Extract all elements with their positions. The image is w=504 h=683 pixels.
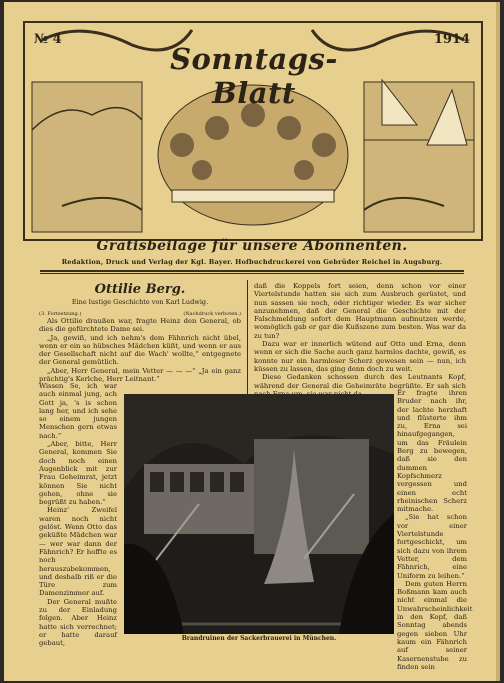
story-title: Ottilie Berg.: [94, 282, 186, 297]
paragraph: Dazu war er innerlich wütend auf Otto und Erna, denn wenn er sich die Sache auch ganz harmlos dachte, gewiß, es konnte nur ein harmloser Scherz gewesen sein — nun, ich küssen zu lassen, das ging denn doch zu weit.: [254, 340, 466, 373]
issue-year: 1914: [433, 32, 470, 47]
paragraph: Diese Gedanken schossen durch des Leutnants Kopf, während der General die Geheimräte begrüßte. Er sah sich: [254, 373, 466, 390]
paragraph: Als Ottilie draußen war, fragte Heinz den General, ob dies die gefürchtete Dame sei.: [39, 317, 241, 334]
story-column-narrow-right: [397, 389, 473, 671]
paragraph: „Sie hat schon vor einer Viertelstunde fortgeschickt, um sich dazu von ihrem Vetter, dem Fähnrich, eine Uniform zu leihen.“: [397, 513, 467, 580]
paragraph: Wissen Se, ich war auch einmal jung, ach Gott ja, 's is schon lang her, und ich sehe so einem jungen Menschen gern etwas nach.“: [39, 382, 117, 440]
page-edge: [496, 2, 500, 681]
issue-number: № 4: [34, 32, 62, 47]
story-column-narrow-left: [39, 382, 117, 648]
photo-caption: Brandruinen der Sackerbrauerei in München.: [181, 635, 337, 642]
masthead-subtitle: Gratisbeilage für unsere Abonnenten.: [96, 238, 408, 254]
story-column-left: [39, 282, 241, 383]
paragraph: „Ja, gewiß, und ich nehm's dem Fähnrich nicht übel, wenn er ein so hübsches Mädchen küßt, und wenn er aus der Gesellschaft nicht auf die Wach' wollte,“ entgegnete der General gemütlich.: [39, 333, 241, 367]
story-continuation: (3. Fortsetzung.): [39, 311, 82, 317]
paragraph: „Aber, Herr General, mein Vetter — — —“ „Ja ein ganz prächtig's Kerlche, Herr Leitnant.“: [39, 366, 241, 384]
ruins-photograph: [124, 394, 394, 634]
publisher-imprint: Redaktion, Druck und Verlag der Kgl. Bayer. Hofbuchdruckerei von Gebrüder Reichel in Augsburg.: [61, 258, 443, 266]
column-rule: [247, 280, 248, 395]
paragraph: Er fragte ihren Bruder nach ihr, der lachte herzhaft und flüsterte ihm zu, Erna sei hinaufgegangen, um das Fräulein Berg zu bewegen, daß sie den dummen Kopfschmerz vergessen und einen echt rheinischen Scherz mitmache.: [397, 389, 467, 514]
header-rule-thin: [40, 273, 464, 274]
paragraph: daß die Koppels fort seien, denn schon vor einer Viertelstunde hatten sie sich zum Ausbruch gerüstet, und nun sassen sie noch, oder richtiger wieder. Es war sicher anzunehmen, daß der General die Geschichte mit der Falschmeldung sofort dem Hauptmann aufmutzen werde, womöglich gab er gar die Kußszene zum besten. Was war da zu tun?: [254, 282, 466, 340]
story-column-right: [254, 282, 466, 398]
story-subtitle: Eine lustige Geschichte von Karl Ludwig.: [71, 298, 209, 306]
newspaper-page: [4, 2, 500, 681]
header-rule: [40, 270, 464, 272]
paragraph: Der General mußte zu der Einladung folgen. Aber Heinz hatte sich verrechnet; er hatte darauf gebaut,: [39, 597, 117, 648]
paragraph: „Aber, bitte, Herr General, kommen Sie doch noch einen Augenblick mit zur Frau Geheimrat, jetzt können Sie nicht gehen, ohne sie begrüßt zu haben.“: [39, 440, 117, 507]
masthead-title: Sonntags-Blatt: [170, 42, 338, 110]
paragraph: Dem guten Herrn Boßmann kam auch nicht einmal die Unwahrscheinlichkeit in den Kopf, daß Sonntag abends gegen sieben Uhr kaum ein Fähnrich auf seiner Kasernenstube zu finden sein: [397, 579, 473, 671]
paragraph: Heinz' Zweifel waren noch nicht gelöst. Wenn Otto das geküßte Mädchen war — wer war dann der Fähnrich? Er hoffte es noch herauszubekommen, und deshalb riß er die Türe zum Damenzimmer auf.: [39, 506, 117, 598]
story-reprint-note: (Nachdruck verboten.): [183, 311, 241, 317]
